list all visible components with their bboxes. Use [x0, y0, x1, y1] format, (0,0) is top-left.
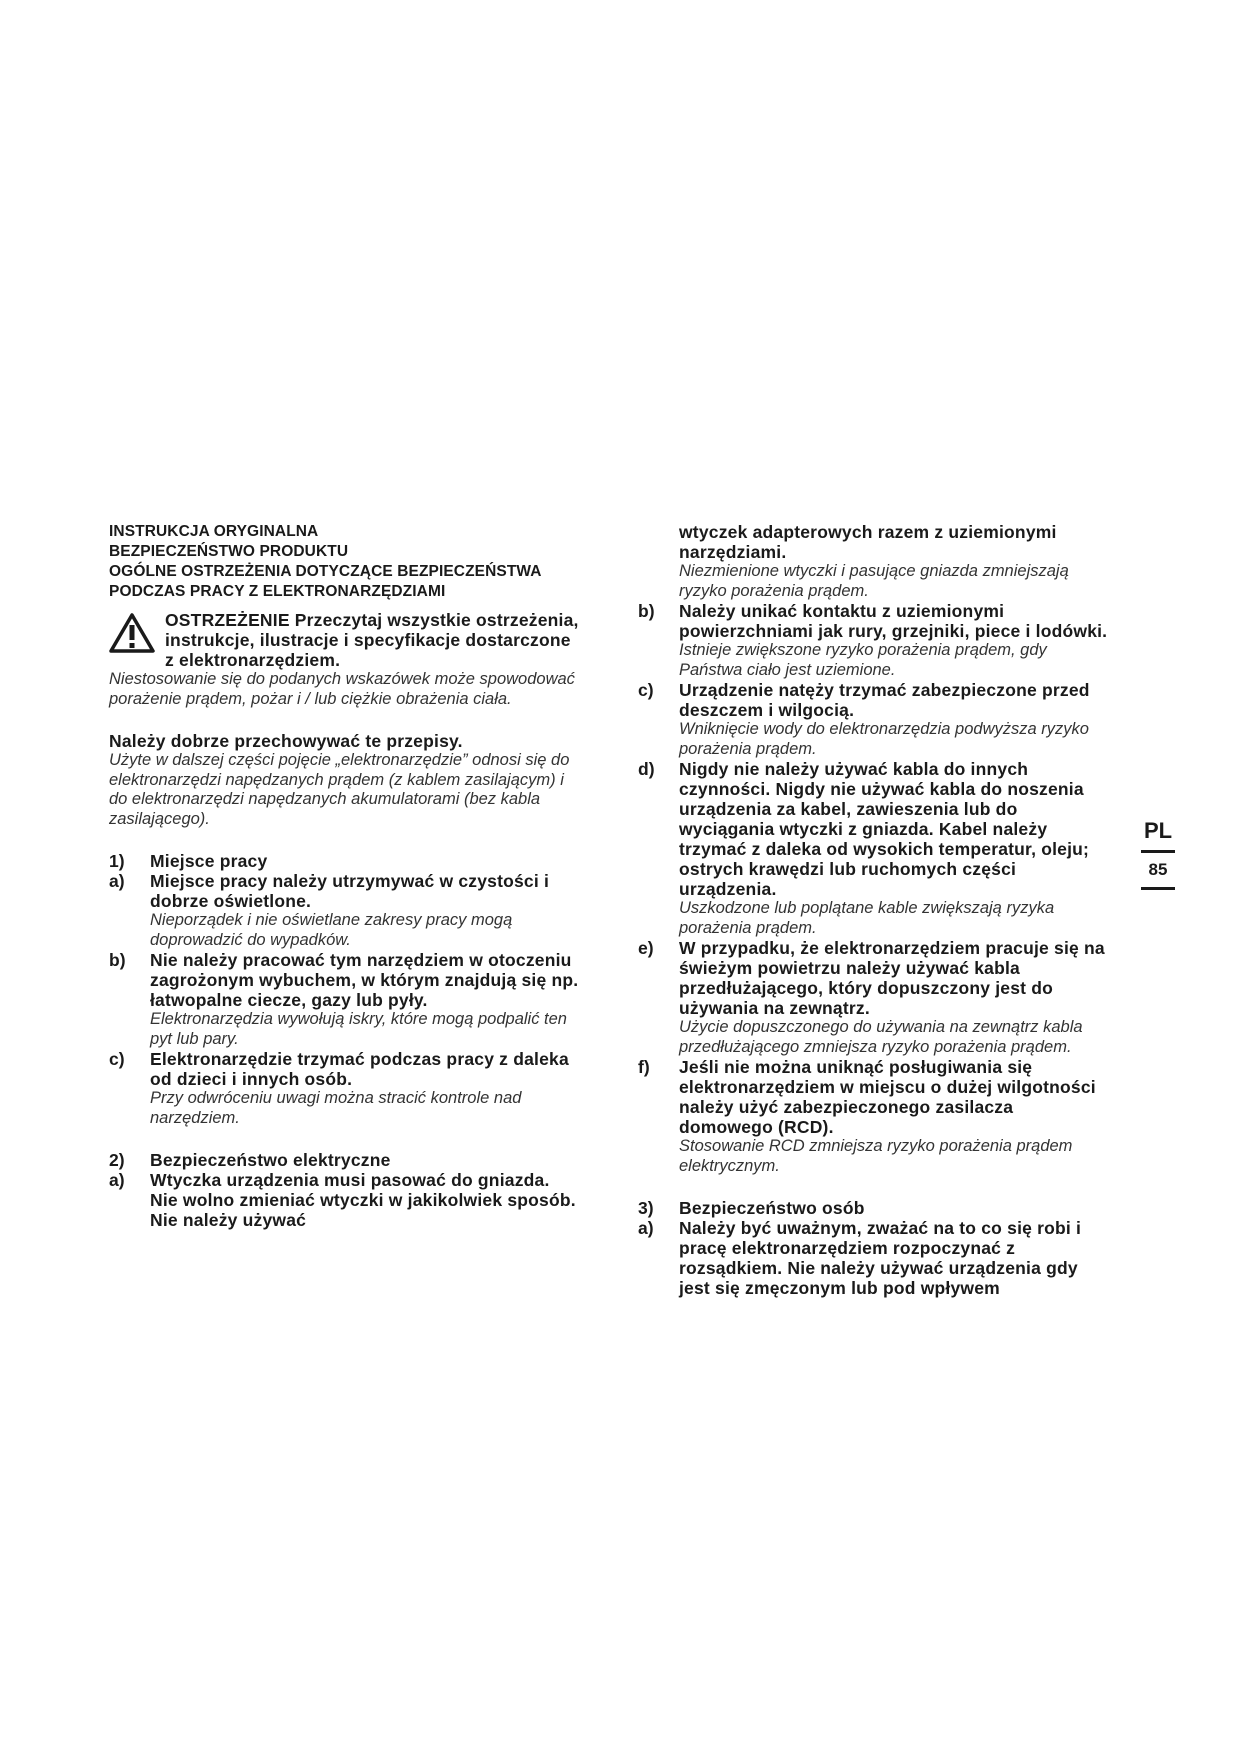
- item-explanation: Użycie dopuszczonego do używania na zewnątrz kabla przedłużającego zmniejsza ryzyko porażenia prądem.: [679, 1018, 1083, 1056]
- divider: [1141, 887, 1175, 890]
- section-heading: [638, 1198, 1108, 1218]
- list-item: [109, 871, 579, 950]
- right-column: [638, 522, 1108, 1298]
- item-text: W przypadku, że elektronarzędziem pracuje się na świeżym powietrzu należy używać kabla przedłużającego, który dopuszczony jest do używania na zewnątrz.: [679, 938, 1105, 1018]
- warning-triangle-icon: [109, 612, 155, 654]
- item-explanation: Nieporządek i nie oświetlane zakresy pracy mogą doprowadzić do wypadków.: [150, 911, 513, 949]
- item-explanation: Elektronarzędzia wywołują iskry, które mogą podpalić ten pyt lub pary.: [150, 1010, 567, 1048]
- keep-instructions-block: [109, 731, 579, 829]
- section-heading: [109, 1150, 579, 1170]
- list-item: [638, 1057, 1108, 1176]
- heading-line: PODCZAS PRACY Z ELEKTRONARZĘDZIAMI: [109, 583, 446, 600]
- item-explanation: Uszkodzone lub poplątane kable zwiększają ryzyka porażenia prądem.: [679, 899, 1055, 937]
- heading-line: OGÓLNE OSTRZEŻENIA DOTYCZĄCE BEZPIECZEŃSTWA: [109, 563, 542, 580]
- heading-line: INSTRUKCJA ORYGINALNA: [109, 523, 319, 540]
- list-item: [638, 1218, 1108, 1298]
- item-text: Jeśli nie można uniknąć posługiwania się elektronarzędziem w miejscu o dużej wilgotności należy użyć zabezpieczonego zasilacza domowego (RCD).: [679, 1057, 1096, 1137]
- keep-instructions-text: Należy dobrze przechowywać te przepisy.: [109, 731, 463, 751]
- left-column: [109, 522, 579, 1230]
- list-item: [638, 601, 1108, 680]
- item-label: c): [638, 680, 654, 700]
- list-item: [638, 759, 1108, 938]
- section-title: Bezpieczeństwo elektryczne: [150, 1150, 391, 1170]
- section-heading: [109, 851, 579, 871]
- item-label: f): [638, 1057, 650, 1077]
- item-explanation: Istnieje zwiększone ryzyko porażenia prądem, gdy Państwa ciało jest uziemione.: [679, 641, 1047, 679]
- side-tab: [1138, 818, 1178, 896]
- list-item: [109, 1170, 579, 1230]
- document-heading: [109, 522, 579, 602]
- section-number: 3): [638, 1198, 654, 1218]
- section-title: Miejsce pracy: [150, 851, 268, 871]
- divider: [1141, 850, 1175, 853]
- section-number: 2): [109, 1150, 125, 1170]
- item-label: b): [638, 601, 655, 621]
- language-code: PL: [1143, 818, 1173, 843]
- item-label: d): [638, 759, 655, 779]
- item-text: Należy unikać kontaktu z uziemionymi powierzchniami jak rury, grzejniki, piece i lodówki.: [679, 601, 1108, 641]
- item-text: Należy być uważnym, zważać na to co się robi i pracę elektronarzędziem rozpoczynać z rozsądkiem. Nie należy używać urządzenia gdy jest się zmęczonym lub pod wpływem: [679, 1218, 1082, 1298]
- section-number: 1): [109, 851, 125, 871]
- keep-instructions-explanation: Użyte w dalszej części pojęcie „elektronarzędzie” odnosi się do elektronarzędzi napędzanych prądem (z kablem zasilającym) i do elektronarzędzi napędzanych akumulatorami (bez kabla zasilającego).: [109, 751, 570, 828]
- item-label: b): [109, 950, 126, 970]
- list-item-continuation: [638, 522, 1108, 601]
- item-label: c): [109, 1049, 125, 1069]
- item-text: Miejsce pracy należy utrzymywać w czystości i dobrze oświetlone.: [150, 871, 550, 911]
- item-explanation: Niezmienione wtyczki i pasujące gniazda zmniejszają ryzyko porażenia prądem.: [679, 562, 1069, 600]
- item-text: Nigdy nie należy używać kabla do innych czynności. Nigdy nie używać kabla do noszenia urządzenia za kabel, zawieszenia lub do wyciągania wtyczki z gniazda. Kabel należy trzymać z daleka od wysokich temperatur, oleju; ostrych krawędzi lub ruchomych części urządzenia.: [679, 759, 1090, 899]
- item-label: a): [109, 1170, 125, 1190]
- warning-text: OSTRZEŻENIE Przeczytaj wszystkie ostrzeżenia, instrukcje, ilustracje i specyfikacje dostarczone z elektronarzędziem.: [165, 610, 579, 670]
- item-text: Elektronarzędzie trzymać podczas pracy z daleka od dzieci i innych osób.: [150, 1049, 569, 1089]
- item-text: wtyczek adapterowych razem z uziemionymi narzędziami.: [679, 522, 1057, 562]
- list-item: [638, 680, 1108, 759]
- item-label: a): [638, 1218, 654, 1238]
- list-item: [638, 938, 1108, 1057]
- page-number: 85: [1148, 860, 1168, 879]
- item-text: Nie należy pracować tym narzędziem w otoczeniu zagrożonym wybuchem, w którym znajdują się np. łatwopalne ciecze, gazy lub pyły.: [150, 950, 579, 1010]
- item-text: Urządzenie natęży trzymać zabezpieczone przed deszczem i wilgocią.: [679, 680, 1090, 720]
- warning-block: [109, 610, 579, 709]
- item-label: a): [109, 871, 125, 891]
- item-label: e): [638, 938, 654, 958]
- list-item: [109, 950, 579, 1049]
- warning-explanation: Niestosowanie się do podanych wskazówek może spowodować porażenie prądem, pożar i / lub ciężkie obrażenia ciała.: [109, 670, 575, 708]
- item-text: Wtyczka urządzenia musi pasować do gniazda. Nie wolno zmieniać wtyczki w jakikolwiek sposób. Nie należy używać: [150, 1170, 576, 1230]
- item-explanation: Stosowanie RCD zmniejsza ryzyko porażenia prądem elektrycznym.: [679, 1137, 1073, 1175]
- section-title: Bezpieczeństwo osób: [679, 1198, 865, 1218]
- list-item: [109, 1049, 579, 1128]
- item-explanation: Wniknięcie wody do elektronarzędzia podwyższa ryzyko porażenia prądem.: [679, 720, 1089, 758]
- item-explanation: Przy odwróceniu uwagi można stracić kontrole nad narzędziem.: [150, 1089, 522, 1127]
- heading-line: BEZPIECZEŃSTWO PRODUKTU: [109, 543, 349, 560]
